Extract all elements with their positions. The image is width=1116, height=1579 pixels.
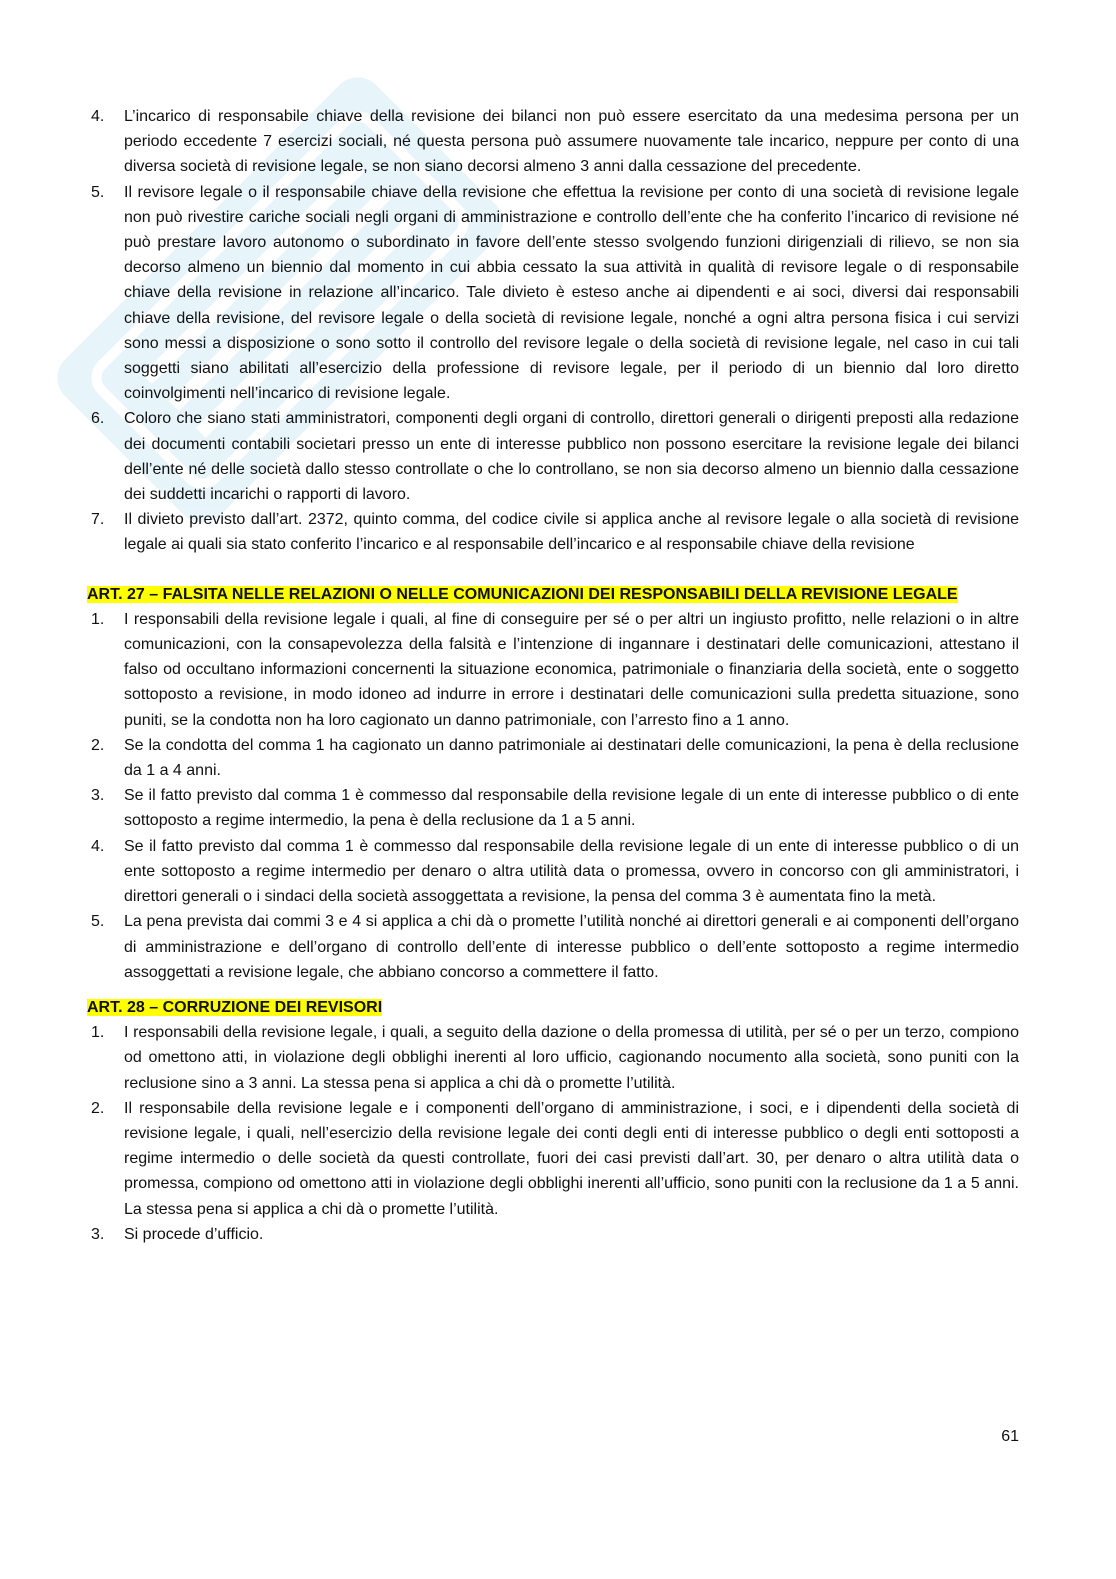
item-text: Coloro che siano stati amministratori, componenti degli organi di controllo, direttori generali o dirigenti preposti alla redazione dei documenti contabili societari presso un ente di interesse pubblico non possono esercitare la revisione legale dei bilanci dell’ente né delle società dallo stesso controllate o che lo controllano, se non sia decorso almeno un biennio dalla cessazione dei suddetti incarichi o rapporti di lavoro.: [124, 410, 1019, 504]
item-text: Se la condotta del comma 1 ha cagionato un danno patrimoniale ai destinatari delle comunicazioni, la pena è della reclusione da 1 a 4 anni.: [124, 736, 1019, 780]
article-27-heading: [87, 582, 1019, 607]
page-number: 61: [1001, 1428, 1019, 1445]
item-text: Il revisore legale o il responsabile chiave della revisione che effettua la revisione per conto di una società di revisione legale non può rivestire cariche sociali negli organi di amministrazione e controllo dell’ente che ha conferito l’incarico di revisione né può prestare lavoro autonomo o subordinato in favore dell’ente stesso svolgendo funzioni dirigenziali di rilievo, se non sia decorso almeno un biennio dal momento in cui abbia cessato la sua attività in qualità di revisore legale o di responsabile chiave della revisione in relazione all’incarico. Tale divieto è esteso anche ai dipendenti e ai soci, diversi dai responsabili chiave della revisione, del revisore legale o della società di revisione legale, nonché a ogni altra persona fisica i cui servizi sono messi a disposizione o sono sotto il controllo del revisore legale o della società di revisione legale, nel caso in cui tali soggetti siano abilitati all’esercizio della professione di revisore legale, per il periodo di un biennio dal loro diretto coinvolgimenti nell’incarico di revisione legale.: [124, 183, 1019, 403]
list-item: [87, 180, 1019, 407]
item-text: I responsabili della revisione legale i quali, al fine di conseguire per sé o per altri un ingiusto profitto, nelle relazioni o in altre comunicazioni, con la consapevolezza della falsità e l’intenzione di ingannare i destinatari delle comunicazioni, attestano il falso od occultano informazioni concernenti la situazione economica, patrimoniale o finanziaria della società, ente o soggetto sottoposto a revisione, in modo idoneo ad indurre in errore i destinatari delle comunicazioni sulla predetta situazione, sono puniti, se la condotta non ha loro cagionato un danno patrimoniale, con l’arresto fino a 1 anno.: [124, 610, 1019, 729]
list-item: [87, 834, 1019, 910]
list-item: [87, 104, 1019, 180]
item-number: 4.: [91, 108, 105, 125]
list-item: [87, 507, 1019, 557]
item-number: 4.: [91, 837, 105, 855]
item-text: L’incarico di responsabile chiave della revisione dei bilanci non può essere esercitato da una medesima persona per un periodo eccedente 7 esercizi sociali, né questa persona può assumere nuovamente tale incarico, neppure per conto di una diversa società di revisione legale, se non siano decorsi almeno 3 anni dalla cessazione del precedente.: [124, 108, 1019, 176]
item-text: Se il fatto previsto dal comma 1 è commesso dal responsabile della revisione legale di un ente di interesse pubblico o di un ente sottoposto a regime intermedio per denaro o altra utilità data o promessa, ovvero in concorso con gli amministratori, i direttori generali o i sindaci della società assoggettata a revisione, la pensa del comma 3 è aumentata fino la metà.: [124, 837, 1019, 906]
list-item: [87, 733, 1019, 783]
list-item: [87, 406, 1019, 507]
document-body: [87, 104, 1019, 1247]
item-text: La pena prevista dai commi 3 e 4 si applica a chi dà o promette l’utilità nonché ai direttori generali e ai componenti dell’organo di amministrazione e dell’organo di controllo dell’ente di interesse pubblico o dell’ente sottoposto a regime intermedio assoggettati a revisione legale, che abbiano concorso a commettere il fatto.: [124, 913, 1019, 981]
item-number: 5.: [91, 913, 105, 931]
item-text: Si procede d’ufficio.: [124, 1225, 264, 1243]
item-number: 1.: [91, 610, 105, 628]
list-item: [87, 1096, 1019, 1222]
item-text: I responsabili della revisione legale, i quali, a seguito della dazione o della promessa di utilità, per sé o per un terzo, compiono od omettono atti, in violazione degli obblighi inerenti al loro ufficio, cagionando nocumento alla società, sono puniti con la reclusione sino a 3 anni. La stessa pena si applica a chi dà o promette l’utilità.: [124, 1024, 1019, 1092]
item-number: 2.: [91, 736, 105, 754]
item-number: 1.: [91, 1024, 105, 1042]
item-number: 3.: [91, 1225, 105, 1243]
item-number: 7.: [91, 511, 105, 529]
item-text: Se il fatto previsto dal comma 1 è commesso dal responsabile della revisione legale di un ente di interesse pubblico o di ente sottoposto a regime intermedio, la pena è della reclusione da 1 a 5 anni.: [124, 787, 1019, 830]
item-number: 6.: [91, 410, 105, 428]
item-number: 2.: [91, 1099, 105, 1117]
list-item: [87, 783, 1019, 833]
list-item: [87, 909, 1019, 985]
article-28-heading: [87, 995, 1019, 1020]
item-number: 5.: [91, 183, 105, 201]
article-28-title: ART. 28 – CORRUZIONE DEI REVISORI: [87, 998, 383, 1016]
article-27-title: ART. 27 – FALSITA NELLE RELAZIONI O NELLE COMUNICAZIONI DEI RESPONSABILI DELLA REVISIONE LEGALE: [87, 585, 958, 603]
article-27-list: [87, 607, 1019, 985]
list-item: [87, 1222, 1019, 1247]
item-text: Il responsabile della revisione legale e i componenti dell’organo di amministrazione, i soci, e i dipendenti della società di revisione legale, i quali, nell’esercizio della revisione legale dei conti degli enti di interesse pubblico o degli enti sottoposti a regime intermedio o delle società da questi controllate, fuori dei casi previsti dall’art. 30, per denaro o altra utilità data o promessa, compiono od omettono atti in violazione degli obblighi inerenti all’ufficio, sono puniti con la reclusione da 1 a 5 anni. La stessa pena si applica a chi dà o promette l’utilità.: [124, 1099, 1019, 1218]
list-item: [87, 607, 1019, 733]
article-28-list: [87, 1020, 1019, 1247]
item-number: 3.: [91, 787, 105, 805]
item-text: Il divieto previsto dall’art. 2372, quinto comma, del codice civile si applica anche al revisore legale o alla società di revisione legale ai quali sia stato conferito l’incarico e al responsabile dell’incarico e al responsabile chiave della revisione: [124, 511, 1019, 554]
articolo-26-list: [87, 104, 1019, 558]
list-item: [87, 1020, 1019, 1096]
